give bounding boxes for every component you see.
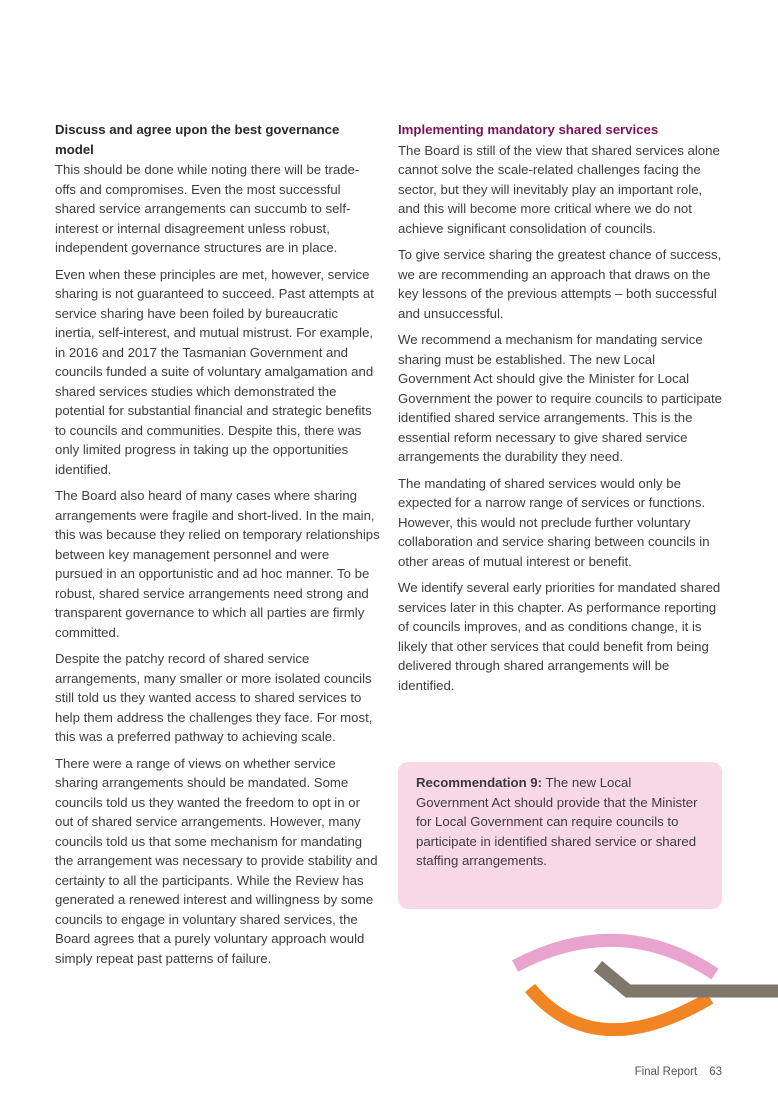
body-paragraph: To give service sharing the greatest chance of success, we are recommending an approach that draws on the key lessons of the previous attempts – both successful and unsuccessful. [398, 247, 722, 321]
page-footer [635, 1066, 722, 1078]
recommendation-label: Recommendation 9: [416, 775, 543, 790]
section-heading-governance: Discuss and agree upon the best governance model [55, 122, 340, 157]
pink-arc [515, 940, 715, 974]
body-paragraph: The Board also heard of many cases where sharing arrangements were fragile and short-lived. In the main, this was because they relied on temporary relationships between key management personnel and were pursued in an opportunistic and ad hoc manner. To be robust, shared service arrangements need strong and transparent governance to which all parties are firmly committed. [55, 488, 380, 640]
body-paragraph: There were a range of views on whether service sharing arrangements should be mandated. Some councils told us they wanted the freedom to opt in or out of shared service arrangements. However, many councils told us that some mechanism for mandating the arrangement was necessary to provide stability and certainty to all the participants. While the Review has generated a renewed interest and willingness by some councils to engage in voluntary shared services, the Board agrees that a purely voluntary approach would simply repeat past patterns of failure. [55, 755, 378, 966]
right-column [398, 120, 723, 702]
body-paragraph: Despite the patchy record of shared service arrangements, many smaller or more isolated councils still told us they wanted access to shared services to help them address the challenges they face. For most, this was a preferred pathway to achieving scale. [55, 651, 373, 744]
left-column [55, 120, 380, 975]
recommendation-box [398, 762, 722, 909]
recommendation-text: The new Local Government Act should provide that the Minister for Local Government can require councils to participate in identified shared service or shared staffing arrangements. [416, 775, 698, 868]
body-paragraph: We identify several early priorities for mandated shared services later in this chapter. As performance reporting of councils improves, and as conditions change, it is likely that other services that could benefit from being delivered through shared arrangements will be identified. [398, 580, 721, 693]
body-paragraph: This should be done while noting there will be trade-offs and compromises. Even the most successful shared service arrangements can succumb to self-interest or internal disagreement unless robust, independent governance structures are in place. [55, 162, 360, 255]
body-paragraph: The Board is still of the view that shared services alone cannot solve the scale-related challenges facing the sector, but they will inevitably play an important role, and this will become more critical where we do not achieve significant consolidation of councils. [398, 142, 720, 236]
grey-chevron-bar [598, 966, 778, 991]
body-paragraph: We recommend a mechanism for mandating service sharing must be established. The new Local Government Act should give the Minister for Local Government the power to require councils to participate identified shared service arrangements. This is the essential reform necessary to give shared service arrangements the durability they need. [398, 332, 722, 464]
page-number: 63 [709, 1066, 722, 1078]
body-paragraph: The mandating of shared services would only be expected for a narrow range of services or functions. However, this would not preclude further voluntary collaboration and service sharing between councils in other areas of mutual interest or benefit. [398, 475, 710, 569]
section-heading-mandatory-shared-services: Implementing mandatory shared services [398, 122, 659, 137]
leaf-arc-graphic-icon [500, 916, 778, 1056]
body-paragraph: Even when these principles are met, however, service sharing is not guaranteed to succeed. Past attempts at service sharing have been foiled by bureaucratic inertia, self-interest, and mutual mistrust. For example, in 2016 and 2017 the Tasmanian Government and councils funded a suite of voluntary amalgamation and shared services studies which demonstrated the potential for substantial financial and strategic benefits to councils and communities. Despite this, there was only limited progress in taking up the opportunities identified. [55, 266, 374, 477]
footer-report-name: Final Report [634, 1066, 698, 1078]
